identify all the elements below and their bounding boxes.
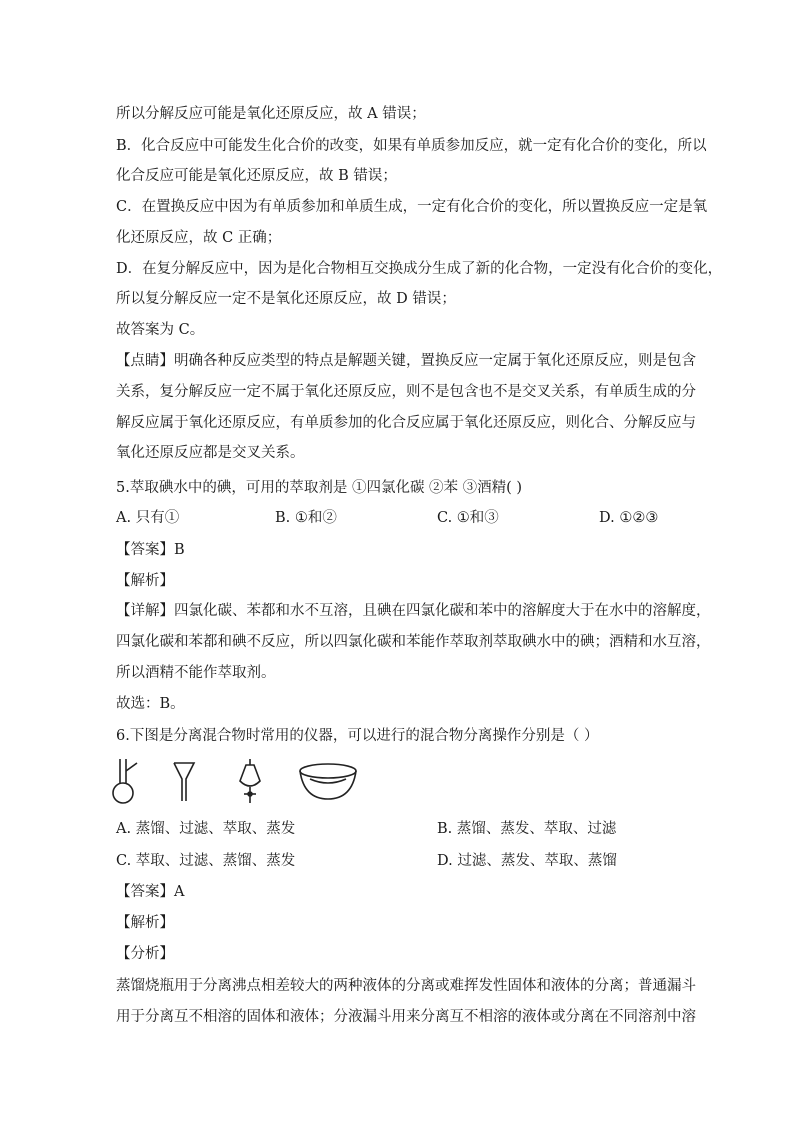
distillation-flask-icon [113, 759, 137, 803]
text-line: B．化合反应中可能发生化合价的改变，如果有单质参加反应，就一定有化合价的变化，所以 [116, 138, 707, 154]
q5-option-c: C. ①和③ [437, 510, 499, 526]
analysis-heading: 【解析】 [116, 573, 174, 589]
text-line: 所以酒精不能作萃取剂。 [116, 665, 276, 681]
text-line: 氧化还原反应都是交叉关系。 [116, 445, 305, 461]
q6-option-a: A. 蒸馏、过滤、萃取、蒸发 [116, 821, 296, 837]
text-line: C．在置换反应中因为有单质参加和单质生成，一定有化合价的变化，所以置换反应一定是氧 [116, 199, 708, 215]
q5-option-d: D. ①②③ [599, 510, 659, 526]
funnel-icon [174, 763, 194, 801]
text-line: 关系，复分解反应一定不属于氧化还原反应，则不是包含也不是交叉关系，有单质生成的分 [116, 384, 696, 400]
question-6-stem: 6.下图是分离混合物时常用的仪器，可以进行的混合物分离操作分别是（ ） [116, 728, 599, 744]
text-line: 所以复分解反应一定不是氧化还原反应，故 D 错误； [116, 291, 456, 307]
text-line: 故答案为 C。 [116, 322, 205, 338]
text-line: 解反应属于氧化还原反应，有单质参加的化合反应属于氧化还原反应，则化合、分解反应与 [116, 415, 696, 431]
analysis-subheading: 【分析】 [116, 946, 174, 962]
text-line: 故选：B。 [116, 696, 185, 712]
evaporating-dish-icon [300, 764, 356, 799]
text-line: D．在复分解反应中，因为是化合物相互交换成分生成了新的化合物，一定没有化合价的变化， [116, 261, 723, 277]
q5-option-a: A. 只有① [116, 510, 180, 526]
text-line: 用于分离互不相溶的固体和液体；分液漏斗用来分离互不相溶的液体或分离在不同溶剂中溶 [116, 1009, 696, 1025]
question-5-stem: 5.萃取碘水中的碘，可用的萃取剂是 ①四氯化碳 ②苯 ③酒精( ) [116, 480, 523, 496]
text-line: 化还原反应，故 C 正确； [116, 230, 282, 246]
separatory-funnel-icon [240, 759, 260, 803]
analysis-heading: 【解析】 [116, 915, 174, 931]
text-line: 【详解】四氯化碳、苯都和水不互溶，且碘在四氯化碳和苯中的溶解度大于在水中的溶解度， [116, 603, 711, 619]
apparatus-figure [110, 757, 360, 807]
q6-option-d: D. 过滤、蒸发、萃取、蒸馏 [437, 853, 617, 869]
answer-line: 【答案】B [116, 542, 185, 558]
q6-option-b: B. 蒸馏、蒸发、萃取、过滤 [437, 821, 617, 837]
comment-line: 【点睛】明确各种反应类型的特点是解题关键，置换反应一定属于氧化还原反应，则是包含 [116, 353, 696, 369]
q5-option-b: B. ①和② [275, 510, 337, 526]
q6-option-c: C. 萃取、过滤、蒸馏、蒸发 [116, 853, 296, 869]
text-line: 所以分解反应可能是氧化还原反应，故 A 错误； [116, 106, 426, 122]
text-line: 化合反应可能是氧化还原反应，故 B 错误； [116, 168, 397, 184]
text-line: 蒸馏烧瓶用于分离沸点相差较大的两种液体的分离或难挥发性固体和液体的分离；普通漏斗 [116, 978, 696, 994]
answer-line: 【答案】A [116, 884, 185, 900]
text-line: 四氯化碳和苯都和碘不反应，所以四氯化碳和苯能作萃取剂萃取碘水中的碘；酒精和水互溶， [116, 634, 711, 650]
